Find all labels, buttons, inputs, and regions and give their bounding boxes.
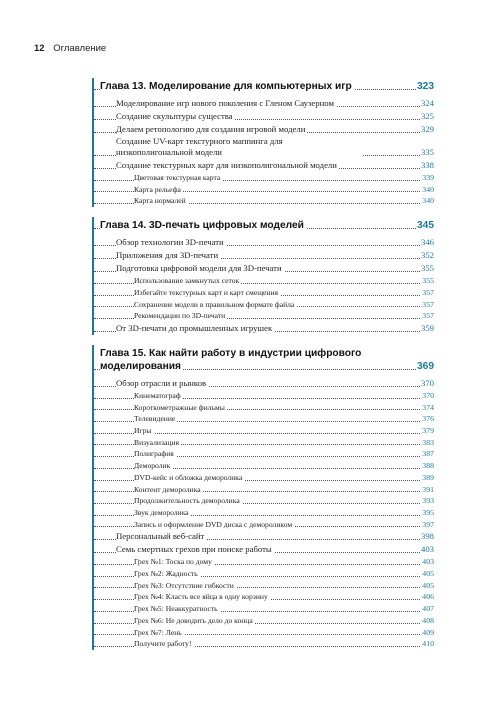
toc-entry[interactable] (94, 519, 434, 531)
toc-entry-title: Грех №6: Не доводить дело до конца (134, 615, 253, 625)
toc-entry-title: Грех №3: Отсутствие гибкости (134, 580, 234, 590)
toc-entry[interactable] (94, 249, 434, 262)
toc-entry-page-number: 388 (422, 461, 434, 471)
toc-entry[interactable] (94, 568, 434, 580)
toc-entry[interactable] (94, 97, 434, 110)
toc-entry-page-number: 383 (422, 437, 434, 447)
toc-entry-page-number: 355 (422, 276, 434, 286)
toc-entry-page-number: 335 (420, 147, 434, 157)
toc-entry-title: Грех №4: Класть все яйца в одну корзину (134, 592, 268, 602)
chapter-page-number: 369 (417, 360, 434, 372)
toc-entry-page-number: 355 (420, 263, 434, 274)
toc-entry-title: Кинематограф (134, 390, 181, 400)
toc-entry-page-number: 387 (422, 449, 434, 459)
toc-entry-page-number: 357 (422, 311, 434, 321)
running-head (34, 43, 106, 54)
toc-entry-page-number: 407 (422, 604, 434, 614)
toc-entry-page-number: 408 (422, 615, 434, 625)
chapter-block (92, 217, 434, 335)
toc-entry-page-number: 325 (420, 111, 434, 121)
chapter-heading[interactable] (94, 78, 434, 97)
toc-entry-page-number: 409 (422, 627, 434, 637)
toc-entry-title: Получите работу! (134, 639, 192, 649)
toc-entry-page-number: 352 (420, 250, 434, 261)
toc-entry-title: Грех №2: Жадность (134, 569, 198, 579)
chapter-title: Глава 13. Моделирование для компьютерных игр (100, 81, 352, 92)
chapter-block (92, 345, 434, 650)
toc-entry-title: Телевидение (134, 414, 176, 424)
toc-entry-title: Игры (134, 426, 152, 436)
running-head-title: Оглавление (53, 43, 107, 54)
toc-entry-title: Приложения для 3D-печати (116, 250, 219, 261)
toc-entry-page-number: 339 (422, 173, 434, 182)
toc-entry-page-number: 391 (422, 484, 434, 494)
toc-entry-title: Моделирование игр нового поколения с Гленом Саузерном (116, 98, 334, 108)
chapter-page-number: 345 (417, 220, 434, 232)
toc-entry[interactable] (94, 425, 434, 437)
toc-entry[interactable] (94, 580, 434, 592)
toc-entry-page-number: 346 (420, 237, 434, 248)
toc-entry-title: Сохранение модели в правильном формате файла (134, 299, 295, 309)
toc-entry-title: Карта нормалей (134, 196, 186, 206)
toc-entry[interactable] (94, 377, 434, 390)
toc-entry-page-number: 374 (422, 402, 434, 412)
toc-entry-page-number: 340 (422, 184, 434, 194)
toc-entry[interactable] (94, 299, 434, 311)
toc-entry-page-number: 370 (420, 377, 434, 388)
toc-entry[interactable] (94, 615, 434, 627)
toc-entry[interactable] (94, 495, 434, 507)
toc-entry[interactable] (94, 638, 434, 650)
toc-entry[interactable] (94, 310, 434, 322)
chapter-heading[interactable] (94, 217, 434, 236)
chapter-spacer (92, 335, 434, 345)
toc-entry[interactable] (94, 123, 434, 136)
toc-entry-title: Рекомендации по 3D-печати (134, 311, 226, 321)
toc-entry[interactable] (94, 262, 434, 275)
toc-entry-page-number: 405 (422, 569, 434, 579)
toc-entry[interactable] (94, 556, 434, 568)
chapter-page-number: 323 (417, 81, 434, 92)
toc-entry[interactable] (94, 287, 434, 299)
toc-entry-title: Делаем ретопологию для создания игровой модели (116, 124, 306, 134)
toc-entry-page-number: 406 (422, 592, 434, 602)
chapter-title-line-2: моделирования (100, 360, 181, 372)
toc-entry-title: Деморолик (134, 461, 171, 471)
toc-entry-page-number: 397 (422, 519, 434, 529)
toc-entry-title: Цветовая текстурная карта (134, 173, 221, 182)
toc-entry-title: DVD-кейс и обложка деморолика (134, 472, 243, 482)
toc-entry[interactable] (94, 437, 434, 449)
chapter-block (92, 78, 434, 207)
toc-entry-page-number: 410 (422, 639, 434, 649)
toc-entry[interactable] (94, 402, 434, 414)
toc-entry[interactable] (94, 603, 434, 615)
toc-entry-page-number: 370 (422, 390, 434, 400)
toc-entry-title: Короткометражные фильмы (134, 402, 225, 412)
toc-entry[interactable] (94, 484, 434, 496)
toc-entry[interactable] (94, 507, 434, 519)
toc-entry-title: Грех №5: Неаккуратность (134, 604, 218, 614)
toc-entry[interactable] (94, 591, 434, 603)
toc-entry[interactable] (94, 530, 434, 543)
toc-entry[interactable] (94, 275, 434, 287)
toc-entry-page-number: 405 (422, 580, 434, 590)
toc-entry-page-number: 403 (420, 544, 434, 555)
toc-entry-title: Грех №1: Тоска по дому (134, 557, 212, 567)
toc-entry[interactable] (94, 159, 434, 172)
toc-entry[interactable] (94, 172, 434, 184)
toc-entry[interactable] (94, 236, 434, 249)
toc-entry-page-number: 357 (422, 287, 434, 297)
toc-entry-title: Визуализация (134, 437, 179, 447)
page-number: 12 (34, 43, 45, 54)
chapter-heading[interactable] (94, 345, 434, 377)
toc-entry[interactable] (94, 448, 434, 460)
toc-entry-page-number: 340 (422, 196, 434, 206)
toc-entry-title: Обзор технологии 3D-печати (116, 237, 224, 248)
toc-entry-title: Запись и оформление DVD диска с демороликом (134, 519, 293, 529)
toc-entry[interactable] (94, 543, 434, 556)
toc-entry-title: Обзор отрасли и рынков (116, 377, 207, 388)
toc-entry-page-number: 324 (420, 98, 434, 108)
toc-entry-title: Персональный веб-сайт (116, 531, 205, 542)
chapter-title: Глава 14. 3D-печать цифровых моделей (100, 220, 304, 232)
toc-entry-page-number: 379 (422, 426, 434, 436)
chapter-title-line-1: Глава 15. Как найти работу в индустрии цифрового (100, 347, 434, 360)
toc-entry-page-number: 338 (420, 160, 434, 170)
toc-entry[interactable] (94, 413, 434, 425)
toc-entry-page-number: 393 (422, 496, 434, 506)
toc-entry-title: Создание UV-карт текстурного маппинга для низкополигональной модели (116, 136, 363, 158)
toc-entry-title: Продолжительность деморолика (134, 496, 240, 506)
toc-entry-title: Избегайте текстурных карт и карт смещения (134, 287, 279, 297)
toc-entry-page-number: 395 (422, 507, 434, 517)
toc-entry[interactable] (94, 460, 434, 472)
toc-entry-page-number: 329 (420, 124, 434, 134)
toc-entry-title: Полиграфия (134, 449, 174, 459)
toc-entry-title: Использование замкнутых сеток (134, 276, 240, 286)
toc-entry-title: Создание текстурных карт для низкополигональной модели (116, 160, 337, 170)
toc-entry[interactable] (94, 627, 434, 639)
toc-entry-title: От 3D-печати до промышленных игрушек (116, 322, 273, 333)
table-of-contents (92, 78, 434, 650)
toc-entry[interactable] (94, 110, 434, 123)
toc-entry[interactable] (94, 184, 434, 196)
toc-entry-page-number: 359 (420, 322, 434, 333)
toc-entry[interactable] (94, 390, 434, 402)
toc-entry-title: Семь смертных грехов при поиске работы (116, 544, 272, 555)
chapter-spacer (92, 207, 434, 217)
toc-entry-title: Грех №7: Лень (134, 627, 182, 637)
toc-entry-title: Контент деморолика (134, 484, 201, 494)
toc-entry-page-number: 357 (422, 299, 434, 309)
toc-entry-page-number: 389 (422, 472, 434, 482)
toc-entry-title: Подготовка цифровой модели для 3D-печати (116, 263, 282, 274)
toc-entry-page-number: 376 (422, 414, 434, 424)
toc-entry[interactable] (94, 322, 434, 335)
toc-entry[interactable] (94, 195, 434, 207)
toc-entry[interactable] (94, 136, 434, 159)
toc-entry[interactable] (94, 472, 434, 484)
toc-entry-title: Создание скульптуры существа (116, 111, 233, 121)
toc-entry-page-number: 398 (420, 531, 434, 542)
toc-entry-title: Звук деморолика (134, 507, 189, 517)
toc-entry-title: Карта рельефа (134, 184, 181, 194)
toc-entry-page-number: 403 (422, 557, 434, 567)
